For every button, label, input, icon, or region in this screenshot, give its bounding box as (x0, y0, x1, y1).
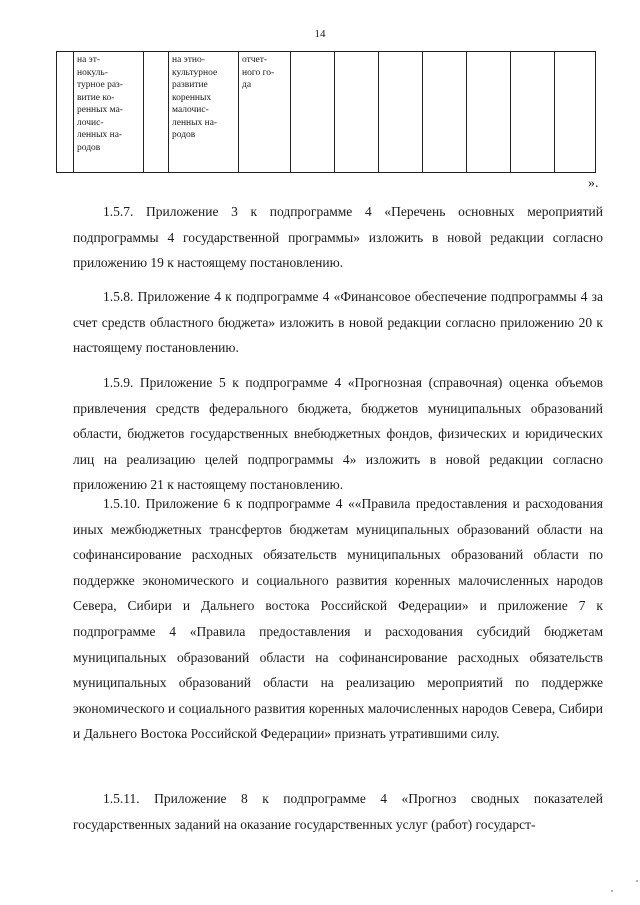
table-cell (511, 52, 555, 173)
scan-speck (611, 890, 613, 892)
table-cell: на эт- нокуль- турное раз- витие ко- ренных ма- лочис- ленных на- родов (74, 52, 144, 173)
scan-speck (636, 880, 638, 882)
page-number: 14 (314, 28, 326, 40)
paragraph-1-5-9: 1.5.9. Приложение 5 к подпрограмме 4 «Прогнозная (справочная) оценка объемов привлечения средств федерального бюджета, бюджетов муниципальных образований области, бюджетов государственных внебюджетных фондов, физических и юридических лиц на реализацию целей подпрограммы 4» изложить в новой редакции согласно приложению 21 к настоящему постановлению. (73, 375, 603, 493)
table-cell (335, 52, 379, 173)
paragraph-1-5-10: 1.5.10. Приложение 6 к подпрограмме 4 ««Правила предоставления и расходования иных межбюджетных трансфертов бюджетам муниципальных образований области на софинансирование расходных обязательств муниципальных образований области по поддержке экономического и социального развития коренных малочисленных народов Севера, Сибири и Дальнего востока Российской Федерации» и приложение 7 к подпрограмме 4 «Правила предоставления и расходования субсидий бюджетам муниципальных образований области на софинансирование расходных обязательств муниципальных образований области на реализацию мероприятий по поддержке экономического и социального развития коренных малочисленных народов Севера, Сибири и Дальнего Востока Российской Федерации» признать утратившими силу. (73, 496, 603, 742)
table-cell (379, 52, 423, 173)
table-cell (144, 52, 169, 173)
table-cell: на этно- культурное развитие коренных малочис- ленных на- родов (169, 52, 239, 173)
table-cell (467, 52, 511, 173)
closing-quote: ». (588, 176, 599, 191)
table-cell: отчет- ного го- да (239, 52, 291, 173)
table-row (57, 52, 596, 173)
paragraph-1-5-8: 1.5.8. Приложение 4 к подпрограмме 4 «Финансовое обеспечение подпрограммы 4 за счет средств областного бюджета» изложить в новой редакции согласно приложению 20 к настоящему постановлению. (73, 289, 603, 356)
paragraph-1-5-11: 1.5.11. Приложение 8 к подпрограмме 4 «Прогноз сводных показателей государственных заданий на оказание государственных услуг (работ) государст- (73, 791, 603, 832)
paragraph-1-5-7: 1.5.7. Приложение 3 к подпрограмме 4 «Перечень основных мероприятий подпрограммы 4 государственной программы» изложить в новой редакции согласно приложению 19 к настоящему постановлению. (73, 204, 603, 271)
table-cell (555, 52, 596, 173)
table-cell (423, 52, 467, 173)
continuation-table (56, 51, 596, 173)
table-cell (57, 52, 74, 173)
table-cell (291, 52, 335, 173)
